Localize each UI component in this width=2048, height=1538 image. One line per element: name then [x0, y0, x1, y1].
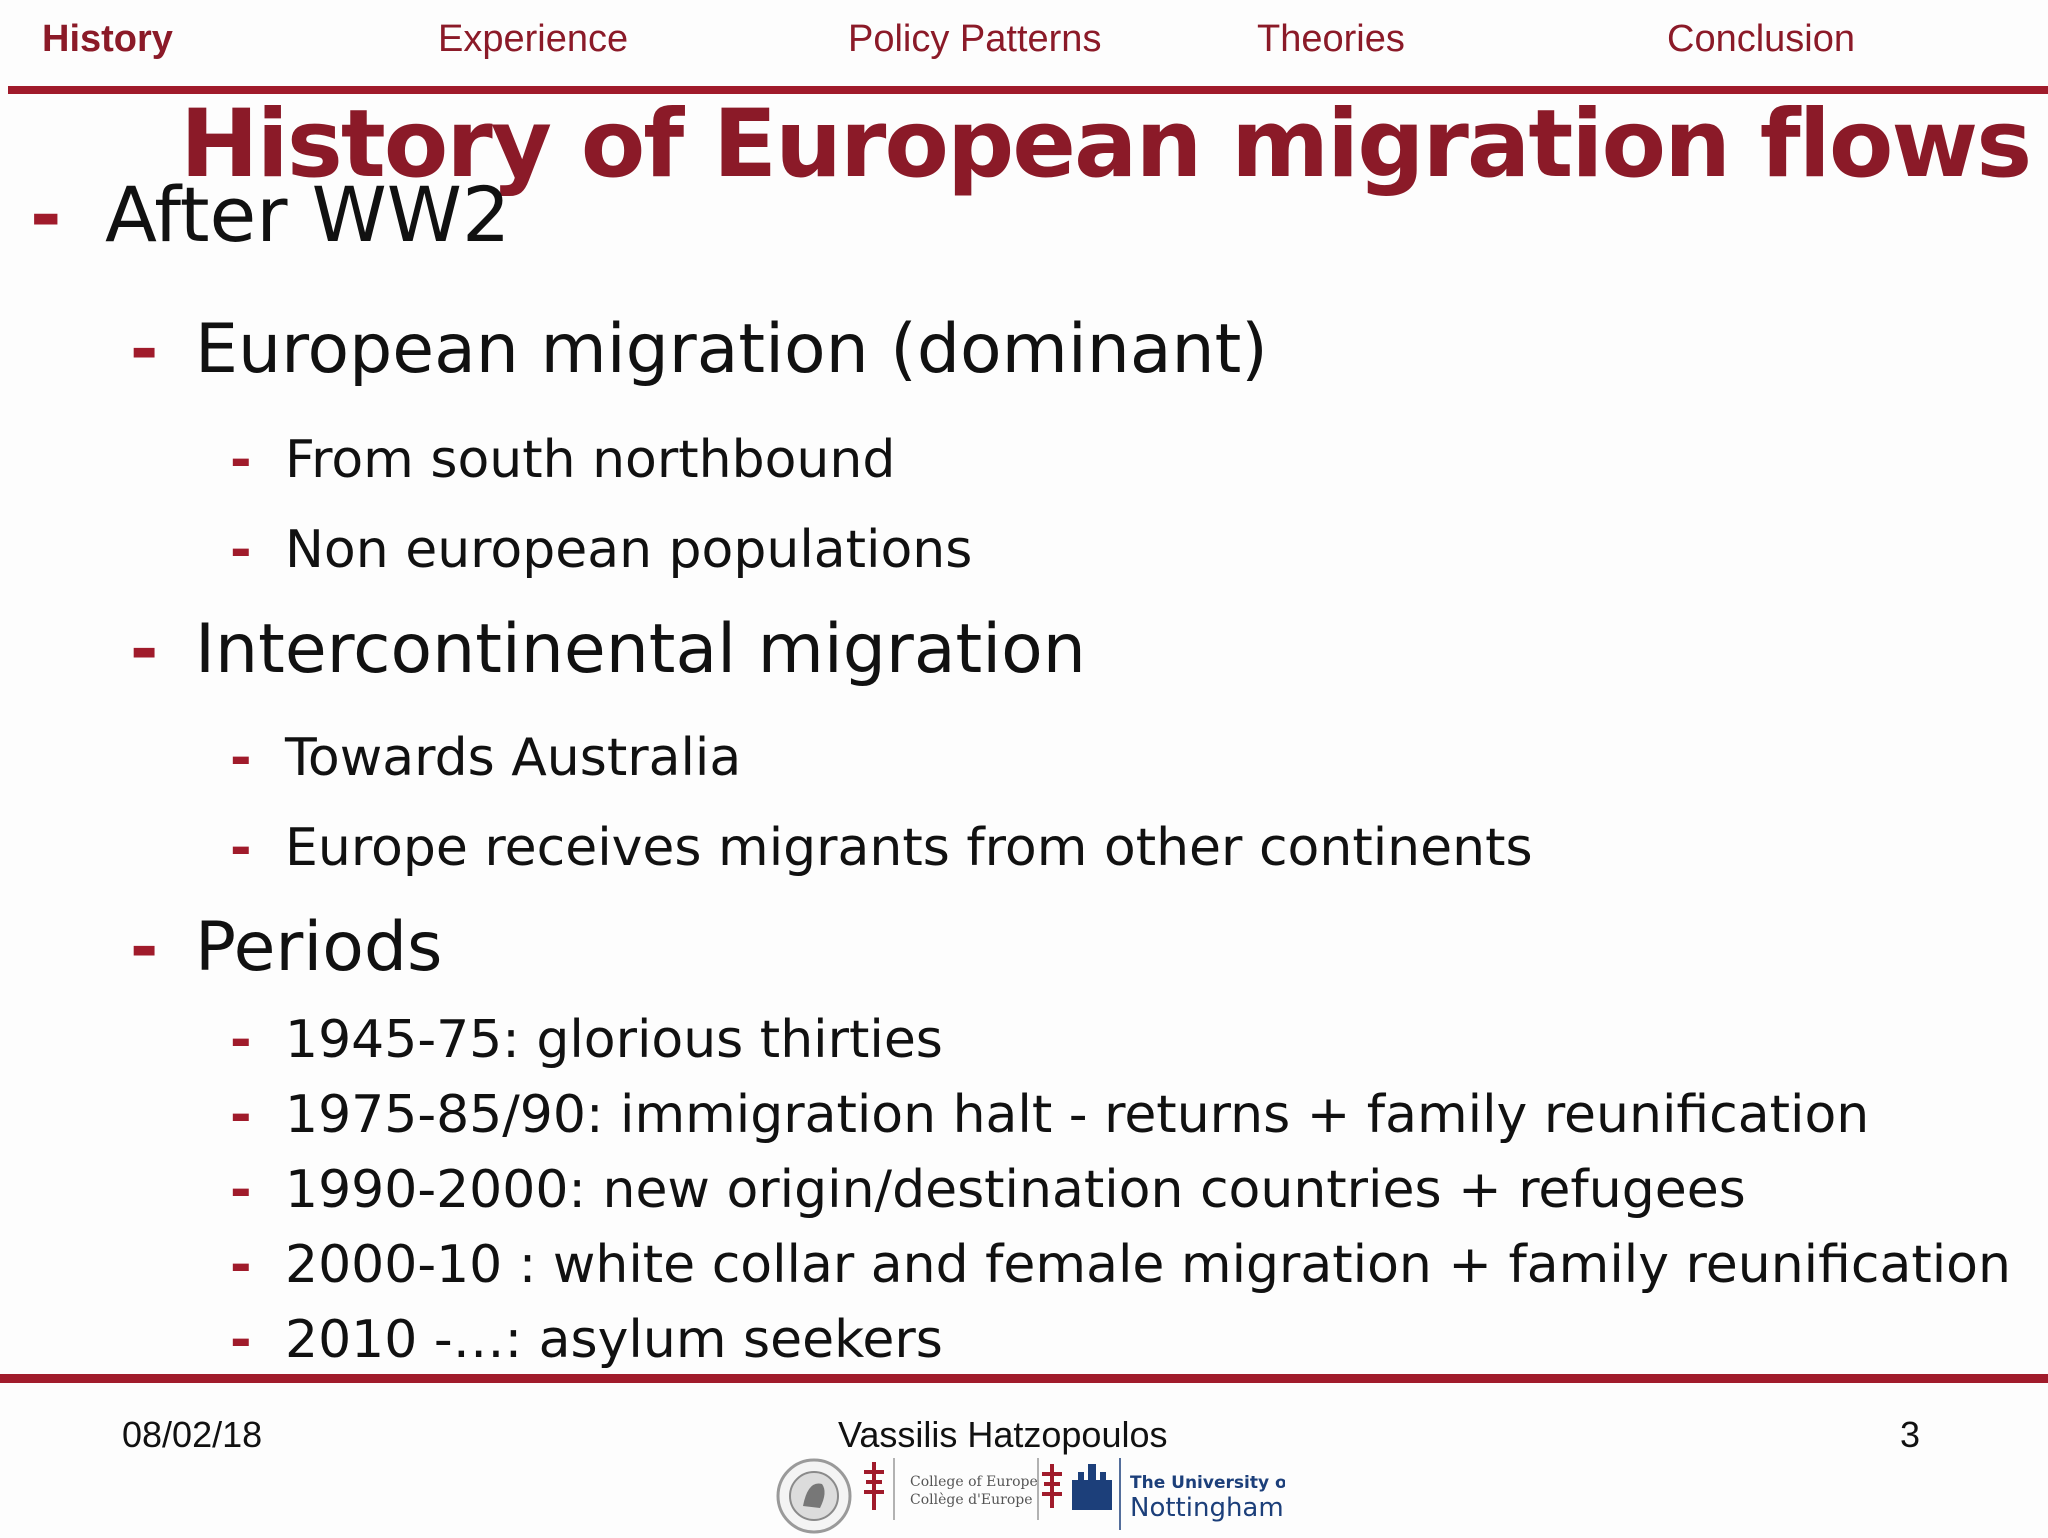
- bullet-text: 1945-75: glorious thirties: [285, 1010, 943, 1070]
- nav-item-experience[interactable]: Experience: [438, 18, 629, 60]
- bullet-text: 2010 -…: asylum seekers: [285, 1310, 943, 1370]
- bullet-dash: -: [30, 170, 62, 259]
- bullet-dash: -: [230, 430, 252, 490]
- university-logo-line1: The University of: [1130, 1473, 1285, 1493]
- bullet-level1: [30, 170, 511, 259]
- bullet-text: Europe receives migrants from other continents: [285, 818, 1533, 878]
- bullet-text: After WW2: [105, 170, 511, 259]
- seal-icon: [770, 1450, 1285, 1534]
- bullet-dash: -: [230, 818, 252, 878]
- nav-item-conclusion[interactable]: Conclusion: [1667, 18, 1855, 60]
- nav-item-theories[interactable]: Theories: [1257, 18, 1405, 60]
- nav-item-policy-patterns[interactable]: Policy Patterns: [848, 18, 1102, 60]
- bullet-dash: -: [130, 610, 159, 689]
- bullet-level3: [230, 728, 742, 788]
- footer-author: Vassilis Hatzopoulos: [838, 1414, 1168, 1455]
- bullet-dash: -: [130, 908, 159, 987]
- bullet-level3: [230, 1160, 1746, 1220]
- bullet-dash: -: [230, 728, 252, 788]
- footer-date: 08/02/18: [122, 1414, 263, 1455]
- bullet-level3: [230, 1085, 1870, 1145]
- bullet-dash: -: [230, 520, 252, 580]
- bullet-level3: [230, 1235, 2011, 1295]
- bullet-level2: [130, 610, 1086, 689]
- bullet-level2: [130, 310, 1268, 389]
- bullet-text: 1990-2000: new origin/destination countries + refugees: [285, 1160, 1746, 1220]
- bullet-text: Non european populations: [285, 520, 973, 580]
- bullet-text: Towards Australia: [285, 728, 742, 788]
- bullet-level3: [230, 430, 896, 490]
- bullet-level3: [230, 520, 973, 580]
- bullet-dash: -: [230, 1160, 252, 1220]
- bullet-dash: -: [130, 310, 159, 389]
- college-logo-line1: College of Europe: [910, 1474, 1038, 1490]
- bullet-dash: -: [230, 1010, 252, 1070]
- bullet-level2: [130, 908, 443, 987]
- bullet-text: Periods: [195, 908, 443, 987]
- institution-logos: [770, 1450, 1285, 1534]
- bullet-text: From south northbound: [285, 430, 896, 490]
- bullet-dash: -: [230, 1235, 252, 1295]
- nav-item-history[interactable]: History: [42, 18, 173, 60]
- bullet-dash: -: [230, 1085, 252, 1145]
- bullet-level3: [230, 1310, 943, 1370]
- bullet-level3: [230, 818, 1533, 878]
- footer-page-number: 3: [1900, 1414, 1921, 1455]
- college-logo-line2: Collège d'Europe: [910, 1492, 1033, 1508]
- bullet-text: Intercontinental migration: [195, 610, 1086, 689]
- bullet-text: European migration (dominant): [195, 310, 1268, 389]
- bullet-dash: -: [230, 1310, 252, 1370]
- university-logo-line2: Nottingham: [1130, 1493, 1284, 1523]
- slide-title: History of European migration flows: [180, 90, 2031, 199]
- bullet-text: 1975-85/90: immigration halt - returns + family reunification: [285, 1085, 1870, 1145]
- bullet-text: 2000-10 : white collar and female migration + family reunification: [285, 1235, 2011, 1295]
- bullet-level3: [230, 1010, 943, 1070]
